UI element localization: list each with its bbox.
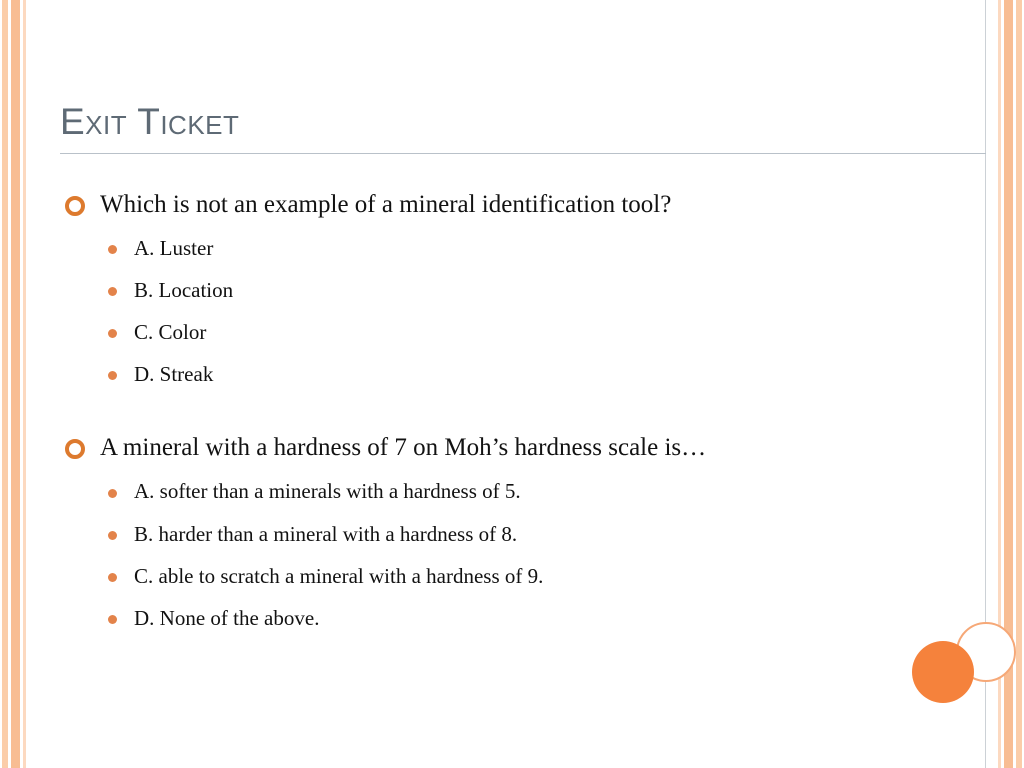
dot-bullet-icon [108,371,117,380]
dot-bullet-icon [108,573,117,582]
option-row [60,320,986,345]
dot-bullet-icon [108,287,117,296]
question-row [60,433,986,463]
question-row [60,190,986,220]
option-row [60,564,986,589]
option-row [60,606,986,631]
option-text: B. Location [134,277,234,302]
option-row [60,522,986,547]
option-text: D. Streak [134,362,214,387]
option-row [60,236,986,261]
option-text: A. softer than a minerals with a hardness of 5. [134,479,521,504]
dot-bullet-icon [108,489,117,498]
question-text: A mineral with a hardness of 7 on Moh’s hardness scale is… [100,434,707,462]
option-text: C. Color [134,320,207,345]
question-block [60,433,986,631]
dot-bullet-icon [108,329,117,338]
question-block [60,190,986,388]
title-divider [60,153,986,154]
option-text: A. Luster [134,235,214,260]
slide-content [60,102,986,648]
option-row [60,479,986,504]
option-text: C. able to scratch a mineral with a hardness of 9. [134,563,544,588]
ring-bullet-icon [65,439,85,459]
dot-bullet-icon [108,615,117,624]
option-text: D. None of the above. [134,606,320,630]
option-row [60,362,986,387]
ring-bullet-icon [65,196,85,216]
option-row [60,278,986,303]
dot-bullet-icon [108,245,117,254]
option-text: B. harder than a mineral with a hardness of 8. [134,521,518,546]
decorative-circle [912,641,974,703]
slide-title: Exit Ticket [60,101,240,142]
left-border-stripes [0,0,28,768]
dot-bullet-icon [108,531,117,540]
question-text: Which is not an example of a mineral identification tool? [100,190,672,218]
